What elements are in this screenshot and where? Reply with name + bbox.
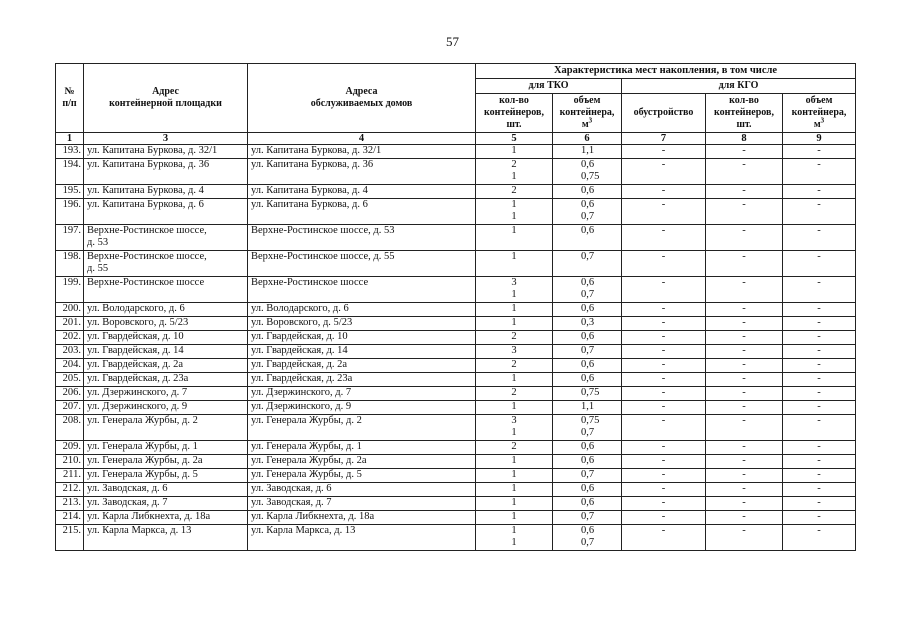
- row-number: 212.: [56, 483, 84, 497]
- table-row: [56, 469, 856, 483]
- kgo-container-volume: -: [783, 415, 856, 441]
- kgo-container-count: -: [706, 483, 783, 497]
- kgo-container-volume: -: [783, 525, 856, 551]
- arrangement: -: [622, 199, 706, 225]
- tko-container-volume: 0,75 0,7: [553, 415, 622, 441]
- arrangement: -: [622, 483, 706, 497]
- arrangement: -: [622, 317, 706, 331]
- tko-container-volume: 0,6: [553, 497, 622, 511]
- header-kgo-volume: объем контейнера, $м^3$: [783, 94, 856, 133]
- arrangement: -: [622, 359, 706, 373]
- arrangement: -: [622, 415, 706, 441]
- tko-container-count: 1: [476, 469, 553, 483]
- tko-container-count: 1: [476, 251, 553, 277]
- table-row: [56, 225, 856, 251]
- kgo-container-count: -: [706, 251, 783, 277]
- column-number: 8: [706, 133, 783, 145]
- arrangement: -: [622, 185, 706, 199]
- tko-container-count: 1: [476, 401, 553, 415]
- served-houses: ул. Гвардейская, д. 14: [248, 345, 476, 359]
- table-row: [56, 497, 856, 511]
- table-row: [56, 359, 856, 373]
- tko-container-volume: 0,6: [553, 455, 622, 469]
- site-address: Верхне-Ростинское шоссе, д. 55: [84, 251, 248, 277]
- kgo-container-count: -: [706, 159, 783, 185]
- tko-container-count: 3: [476, 345, 553, 359]
- site-address: ул. Гвардейская, д. 23а: [84, 373, 248, 387]
- kgo-container-count: -: [706, 401, 783, 415]
- tko-container-volume: 0,7: [553, 345, 622, 359]
- tko-container-count: 2: [476, 331, 553, 345]
- arrangement: -: [622, 277, 706, 303]
- header-arrangement: обустройство: [622, 94, 706, 133]
- tko-container-volume: 0,75: [553, 387, 622, 401]
- kgo-container-volume: -: [783, 511, 856, 525]
- served-houses: ул. Воровского, д. 5/23: [248, 317, 476, 331]
- table-row: [56, 251, 856, 277]
- tko-container-volume: 0,6: [553, 331, 622, 345]
- unit-superscript: 3: [820, 116, 825, 125]
- tko-container-volume: 0,6 0,7: [553, 199, 622, 225]
- table-row: [56, 441, 856, 455]
- tko-container-count: 2: [476, 387, 553, 401]
- tko-container-volume: 0,6: [553, 225, 622, 251]
- header-tko: для ТКО: [476, 79, 622, 94]
- site-address: ул. Гвардейская, д. 14: [84, 345, 248, 359]
- site-address: ул. Генерала Журбы, д. 1: [84, 441, 248, 455]
- kgo-container-volume: -: [783, 497, 856, 511]
- tko-container-count: 2 1: [476, 159, 553, 185]
- kgo-container-volume: -: [783, 441, 856, 455]
- row-number: 199.: [56, 277, 84, 303]
- row-number: 196.: [56, 199, 84, 225]
- row-number: 210.: [56, 455, 84, 469]
- tko-container-volume: 0,7: [553, 469, 622, 483]
- served-houses: ул. Карла Маркса, д. 13: [248, 525, 476, 551]
- site-address: ул. Гвардейская, д. 10: [84, 331, 248, 345]
- table-row: [56, 387, 856, 401]
- tko-container-count: 1: [476, 225, 553, 251]
- kgo-container-volume: -: [783, 455, 856, 469]
- served-houses: ул. Капитана Буркова, д. 4: [248, 185, 476, 199]
- kgo-container-volume: -: [783, 303, 856, 317]
- table-row: [56, 511, 856, 525]
- row-number: 198.: [56, 251, 84, 277]
- served-houses: ул. Капитана Буркова, д. 36: [248, 159, 476, 185]
- kgo-container-volume: -: [783, 373, 856, 387]
- container-sites-table: [55, 63, 856, 551]
- column-number: 3: [84, 133, 248, 145]
- table-row: [56, 415, 856, 441]
- arrangement: -: [622, 303, 706, 317]
- arrangement: -: [622, 331, 706, 345]
- served-houses: ул. Гвардейская, д. 2а: [248, 359, 476, 373]
- arrangement: -: [622, 145, 706, 159]
- header-characteristics: Характеристика мест накопления, в том числе: [476, 64, 856, 79]
- header-tko-volume: объем контейнера, $м^3$: [553, 94, 622, 133]
- row-number: 205.: [56, 373, 84, 387]
- kgo-container-count: -: [706, 185, 783, 199]
- site-address: ул. Дзержинского, д. 7: [84, 387, 248, 401]
- tko-container-count: 3 1: [476, 415, 553, 441]
- served-houses: ул. Заводская, д. 7: [248, 497, 476, 511]
- site-address: ул. Карла Маркса, д. 13: [84, 525, 248, 551]
- row-number: 203.: [56, 345, 84, 359]
- kgo-container-count: -: [706, 303, 783, 317]
- row-number: 194.: [56, 159, 84, 185]
- row-number: 193.: [56, 145, 84, 159]
- kgo-container-volume: -: [783, 199, 856, 225]
- kgo-container-volume: -: [783, 225, 856, 251]
- table-row: [56, 277, 856, 303]
- row-number: 208.: [56, 415, 84, 441]
- tko-container-volume: 0,6 0,7: [553, 277, 622, 303]
- arrangement: -: [622, 441, 706, 455]
- served-houses: ул. Гвардейская, д. 23а: [248, 373, 476, 387]
- table-row: [56, 303, 856, 317]
- header-tko-count: кол-во контейнеров, шт.: [476, 94, 553, 133]
- kgo-container-count: -: [706, 373, 783, 387]
- tko-container-volume: 0,6: [553, 303, 622, 317]
- arrangement: -: [622, 497, 706, 511]
- tko-container-volume: 0,6: [553, 483, 622, 497]
- table-row: [56, 345, 856, 359]
- header-served-houses: Адреса обслуживаемых домов: [248, 64, 476, 133]
- tko-container-count: 1 1: [476, 525, 553, 551]
- served-houses: ул. Володарского, д. 6: [248, 303, 476, 317]
- table-row: [56, 145, 856, 159]
- site-address: ул. Карла Либкнехта, д. 18а: [84, 511, 248, 525]
- site-address: ул. Заводская, д. 6: [84, 483, 248, 497]
- site-address: ул. Капитана Буркова, д. 4: [84, 185, 248, 199]
- kgo-container-volume: -: [783, 277, 856, 303]
- site-address: ул. Генерала Журбы, д. 2: [84, 415, 248, 441]
- kgo-container-count: -: [706, 497, 783, 511]
- tko-container-count: 2: [476, 185, 553, 199]
- served-houses: ул. Дзержинского, д. 7: [248, 387, 476, 401]
- site-address: ул. Дзержинского, д. 9: [84, 401, 248, 415]
- column-number: 1: [56, 133, 84, 145]
- tko-container-volume: 0,7: [553, 511, 622, 525]
- tko-container-volume: 0,6: [553, 373, 622, 387]
- kgo-container-volume: -: [783, 483, 856, 497]
- table-row: [56, 483, 856, 497]
- tko-container-count: 1: [476, 455, 553, 469]
- row-number: 215.: [56, 525, 84, 551]
- arrangement: -: [622, 401, 706, 415]
- column-number: 4: [248, 133, 476, 145]
- kgo-container-count: -: [706, 331, 783, 345]
- kgo-container-count: -: [706, 345, 783, 359]
- table-row: [56, 455, 856, 469]
- kgo-container-volume: -: [783, 345, 856, 359]
- tko-container-volume: 0,6: [553, 359, 622, 373]
- tko-container-count: 3 1: [476, 277, 553, 303]
- kgo-container-volume: -: [783, 317, 856, 331]
- site-address: ул. Капитана Буркова, д. 36: [84, 159, 248, 185]
- kgo-container-count: -: [706, 145, 783, 159]
- tko-container-count: 1: [476, 511, 553, 525]
- kgo-container-count: -: [706, 511, 783, 525]
- arrangement: -: [622, 455, 706, 469]
- arrangement: -: [622, 511, 706, 525]
- tko-container-count: 1: [476, 303, 553, 317]
- row-number: 206.: [56, 387, 84, 401]
- tko-container-count: 1: [476, 317, 553, 331]
- tko-container-volume: 0,6 0,7: [553, 525, 622, 551]
- table-row: [56, 185, 856, 199]
- row-number: 201.: [56, 317, 84, 331]
- site-address: ул. Генерала Журбы, д. 2а: [84, 455, 248, 469]
- kgo-container-volume: -: [783, 145, 856, 159]
- kgo-container-volume: -: [783, 251, 856, 277]
- site-address: ул. Капитана Буркова, д. 32/1: [84, 145, 248, 159]
- served-houses: Верхне-Ростинское шоссе, д. 55: [248, 251, 476, 277]
- tko-container-volume: 1,1: [553, 401, 622, 415]
- header-site-address: Адрес контейнерной площадки: [84, 64, 248, 133]
- served-houses: ул. Заводская, д. 6: [248, 483, 476, 497]
- site-address: Верхне-Ростинское шоссе: [84, 277, 248, 303]
- arrangement: -: [622, 225, 706, 251]
- arrangement: -: [622, 345, 706, 359]
- served-houses: Верхне-Ростинское шоссе: [248, 277, 476, 303]
- kgo-container-count: -: [706, 455, 783, 469]
- table-row: [56, 525, 856, 551]
- arrangement: -: [622, 387, 706, 401]
- kgo-container-count: -: [706, 225, 783, 251]
- table-row: [56, 199, 856, 225]
- tko-container-volume: 0,6: [553, 441, 622, 455]
- row-number: 211.: [56, 469, 84, 483]
- tko-container-count: 1: [476, 483, 553, 497]
- tko-container-count: 1: [476, 497, 553, 511]
- site-address: Верхне-Ростинское шоссе, д. 53: [84, 225, 248, 251]
- table-row: [56, 317, 856, 331]
- table-row: [56, 401, 856, 415]
- site-address: ул. Генерала Журбы, д. 5: [84, 469, 248, 483]
- table-row: [56, 331, 856, 345]
- kgo-container-volume: -: [783, 469, 856, 483]
- site-address: ул. Капитана Буркова, д. 6: [84, 199, 248, 225]
- site-address: ул. Володарского, д. 6: [84, 303, 248, 317]
- row-number: 204.: [56, 359, 84, 373]
- header-kgo-count: кол-во контейнеров, шт.: [706, 94, 783, 133]
- tko-container-volume: 1,1: [553, 145, 622, 159]
- tko-container-count: 2: [476, 441, 553, 455]
- row-number: 207.: [56, 401, 84, 415]
- arrangement: -: [622, 251, 706, 277]
- row-number: 197.: [56, 225, 84, 251]
- row-number: 209.: [56, 441, 84, 455]
- site-address: ул. Гвардейская, д. 2а: [84, 359, 248, 373]
- tko-container-count: 1: [476, 145, 553, 159]
- tko-container-count: 2: [476, 359, 553, 373]
- kgo-container-volume: -: [783, 331, 856, 345]
- kgo-container-count: -: [706, 359, 783, 373]
- page-number: 57: [446, 34, 459, 49]
- unit-superscript: 3: [588, 116, 593, 125]
- header-kgo: для КГО: [622, 79, 856, 94]
- kgo-container-volume: -: [783, 387, 856, 401]
- kgo-container-count: -: [706, 441, 783, 455]
- served-houses: ул. Карла Либкнехта, д. 18а: [248, 511, 476, 525]
- site-address: ул. Воровского, д. 5/23: [84, 317, 248, 331]
- table-row: [56, 373, 856, 387]
- served-houses: ул. Дзержинского, д. 9: [248, 401, 476, 415]
- arrangement: -: [622, 469, 706, 483]
- arrangement: -: [622, 373, 706, 387]
- kgo-container-count: -: [706, 199, 783, 225]
- served-houses: ул. Генерала Журбы, д. 1: [248, 441, 476, 455]
- row-number: 200.: [56, 303, 84, 317]
- tko-container-volume: 0,6: [553, 185, 622, 199]
- served-houses: ул. Генерала Журбы, д. 2а: [248, 455, 476, 469]
- tko-container-volume: 0,6 0,75: [553, 159, 622, 185]
- served-houses: ул. Генерала Журбы, д. 5: [248, 469, 476, 483]
- kgo-container-count: -: [706, 469, 783, 483]
- tko-container-volume: 0,3: [553, 317, 622, 331]
- tko-container-count: 1 1: [476, 199, 553, 225]
- kgo-container-count: -: [706, 525, 783, 551]
- kgo-container-count: -: [706, 317, 783, 331]
- kgo-container-volume: -: [783, 185, 856, 199]
- arrangement: -: [622, 525, 706, 551]
- served-houses: Верхне-Ростинское шоссе, д. 53: [248, 225, 476, 251]
- served-houses: ул. Гвардейская, д. 10: [248, 331, 476, 345]
- kgo-container-volume: -: [783, 159, 856, 185]
- served-houses: ул. Капитана Буркова, д. 32/1: [248, 145, 476, 159]
- row-number: 202.: [56, 331, 84, 345]
- header-row-number: № п/п: [56, 64, 84, 133]
- served-houses: ул. Капитана Буркова, д. 6: [248, 199, 476, 225]
- kgo-container-volume: -: [783, 401, 856, 415]
- kgo-container-volume: -: [783, 359, 856, 373]
- column-number: 5: [476, 133, 553, 145]
- row-number: 213.: [56, 497, 84, 511]
- arrangement: -: [622, 159, 706, 185]
- tko-container-volume: 0,7: [553, 251, 622, 277]
- column-number: 9: [783, 133, 856, 145]
- row-number: 195.: [56, 185, 84, 199]
- row-number: 214.: [56, 511, 84, 525]
- column-number: 6: [553, 133, 622, 145]
- column-number: 7: [622, 133, 706, 145]
- table-row: [56, 159, 856, 185]
- site-address: ул. Заводская, д. 7: [84, 497, 248, 511]
- served-houses: ул. Генерала Журбы, д. 2: [248, 415, 476, 441]
- kgo-container-count: -: [706, 387, 783, 401]
- kgo-container-count: -: [706, 277, 783, 303]
- tko-container-count: 1: [476, 373, 553, 387]
- column-numbers-row: [56, 133, 856, 145]
- kgo-container-count: -: [706, 415, 783, 441]
